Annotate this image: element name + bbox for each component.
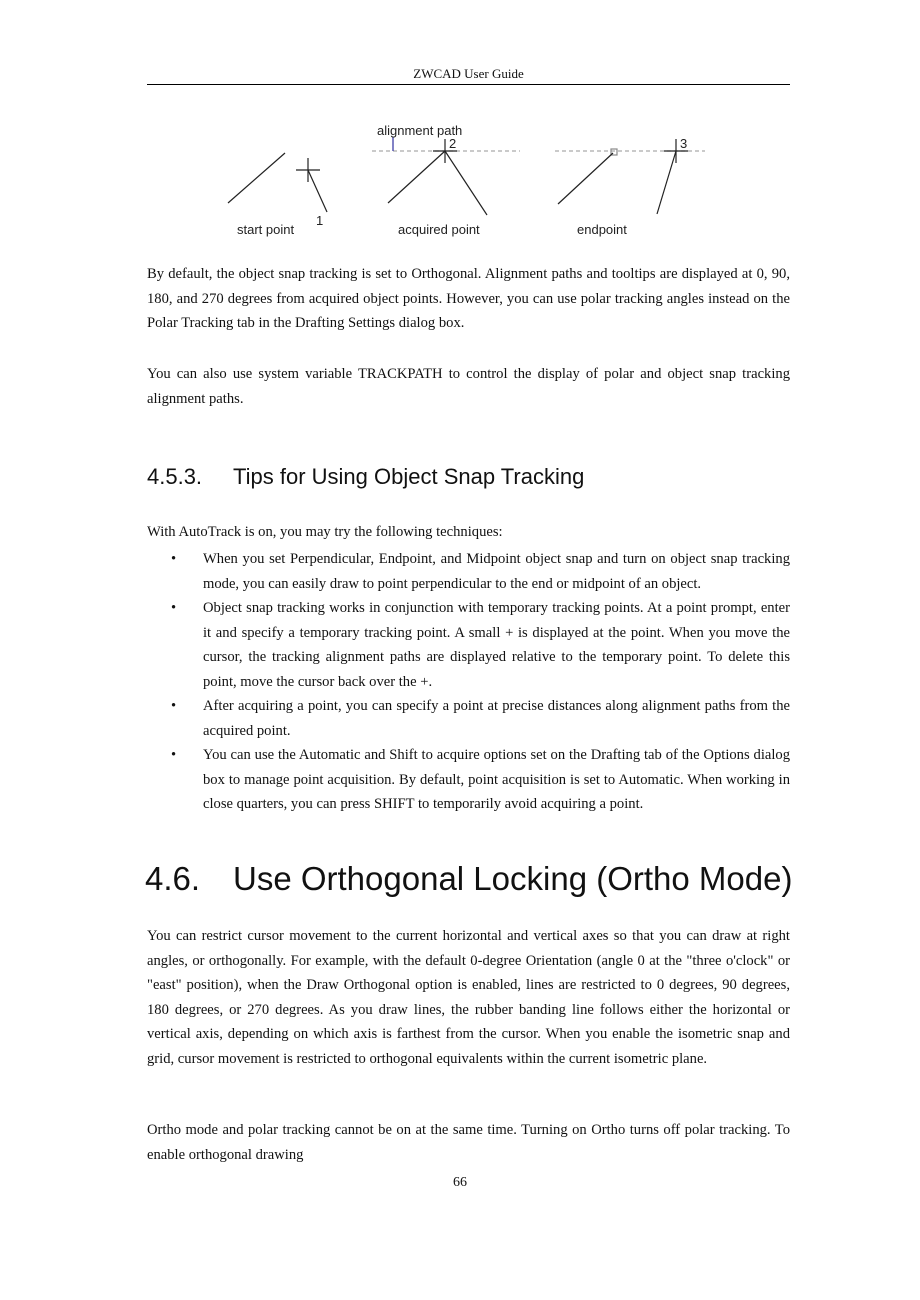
tips-list bbox=[147, 547, 790, 817]
paragraph: Ortho mode and polar tracking cannot be on at the same time. Turning on Ortho turns off polar tracking. To enable orthogonal drawing bbox=[147, 1122, 790, 1163]
running-header: ZWCAD User Guide bbox=[147, 66, 790, 85]
section-title: Tips for Using Object Snap Tracking bbox=[233, 464, 585, 489]
section-heading-4-6 bbox=[145, 860, 792, 898]
label-alignment-path: alignment path bbox=[377, 123, 463, 138]
label-1: 1 bbox=[316, 213, 324, 228]
object-snap-tracking-figure bbox=[0, 0, 920, 245]
page-number: 66 bbox=[453, 1175, 467, 1190]
paragraph: You can also use system variable TRACKPATH to control the display of polar and object snap tracking alignment paths. bbox=[147, 366, 790, 407]
paragraph: You can restrict cursor movement to the current horizontal and vertical axes so that you can draw at right angles, or orthogonally. For example, with the default 0-degree Orientation (angle 0 at the "three o'clock" or "east" position), when the Draw Orthogonal option is enabled, lines are restricted to 0 degrees, 90 degrees, 180 degrees, or 270 degrees. As you draw lines, the rubber banding line follows either the horizontal or vertical axis, depending on which axis is farthest from the cursor. When you enable the isometric snap and grid, cursor movement is restricted to orthogonal equivalents within the current isometric plane. bbox=[147, 928, 790, 1067]
section-heading-4-5-3 bbox=[147, 464, 584, 490]
label-acquired-point: acquired point bbox=[398, 222, 480, 237]
label-3: 3 bbox=[680, 136, 688, 151]
list-item: • You can use the Automatic and Shift to acquire options set on the Drafting tab of the Options dialog box to manage point acquisition. By default, point acquisition is set to Automatic. When working in close quarters, you can press SHIFT to temporarily avoid acquiring a point. bbox=[147, 743, 790, 817]
list-item: • When you set Perpendicular, Endpoint, and Midpoint object snap and turn on object snap tracking mode, you can easily draw to point perpendicular to the end or midpoint of an object. bbox=[147, 547, 790, 596]
list-item: • After acquiring a point, you can specify a point at precise distances along alignment paths from the acquired point. bbox=[147, 694, 790, 743]
label-start-point: start point bbox=[237, 222, 295, 237]
intro-text: With AutoTrack is on, you may try the following techniques: bbox=[147, 524, 503, 540]
section-number: 4.6. bbox=[145, 860, 201, 897]
section-title: Use Orthogonal Locking (Ortho Mode) bbox=[233, 860, 793, 897]
paragraph: By default, the object snap tracking is set to Orthogonal. Alignment paths and tooltips are displayed at 0, 90, 180, and 270 degrees from acquired object points. However, you can use polar tracking angles instead on the Polar Tracking tab in the Drafting Settings dialog box. bbox=[147, 266, 790, 331]
section-number: 4.5.3. bbox=[147, 464, 203, 489]
list-item: • Object snap tracking works in conjunction with temporary tracking points. At a point prompt, enter it and specify a temporary tracking point. A small + is displayed at the point. When you move the cursor, the tracking alignment paths are displayed relative to the temporary point. To delete this point, move the cursor back over the +. bbox=[147, 596, 790, 694]
label-2: 2 bbox=[449, 136, 457, 151]
label-endpoint: endpoint bbox=[577, 222, 627, 237]
